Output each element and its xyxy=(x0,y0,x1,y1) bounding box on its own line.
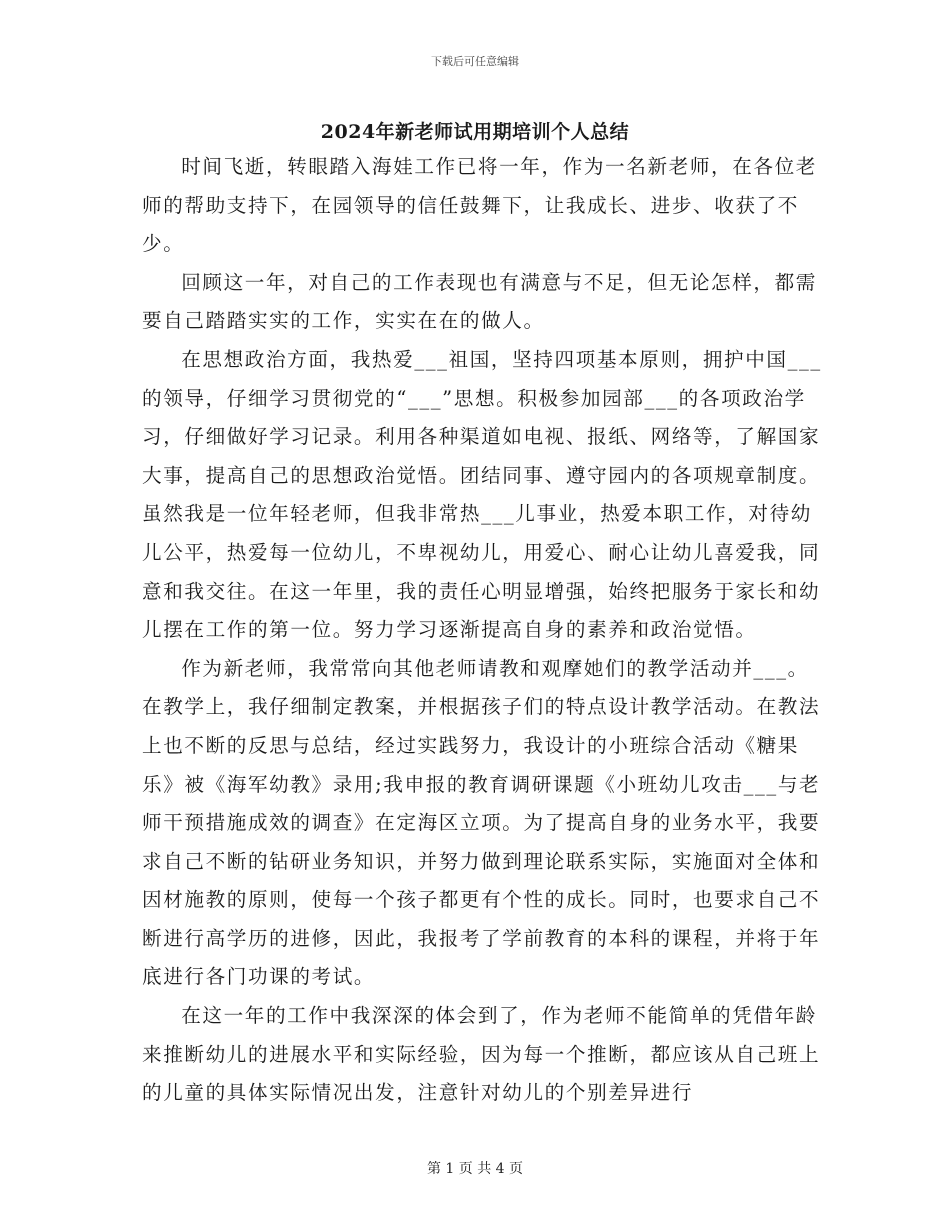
paragraph: 时间飞逝，转眼踏入海娃工作已将一年，作为一名新老师，在各位老师的帮助支持下，在园领导的信任鼓舞下，让我成长、进步、收获了不少。 xyxy=(142,155,817,256)
page-footer: 第 1 页 共 4 页 xyxy=(426,1161,524,1177)
paragraph: 回顾这一年，对自己的工作表现也有满意与不足，但无论怎样，都需要自己踏踏实实的工作，实实在在的做人。 xyxy=(142,270,817,333)
paragraph: 作为新老师，我常常向其他老师请教和观摩她们的教学活动并___。在教学上，我仔细制定教案，并根据孩子们的特点设计教学活动。在教法上也不断的反思与总结，经过实践努力，我设计的小班综合活动《糖果乐》被《海军幼教》录用;我申报的教育调研课题《小班幼儿攻击___与老师干预措施成效的调查》在定海区立项。为了提高自身的业务水平，我要求自己不断的钻研业务知识，并努力做到理论联系实际，实施面对全体和因材施教的原则，使每一个孩子都更有个性的成长。同时，也要求自己不断进行高学历的进修，因此，我报考了学前教育的本科的课程，并将于年底进行各门功课的考试。 xyxy=(142,656,821,989)
header-note: 下载后可任意编辑 xyxy=(431,55,519,68)
document-body xyxy=(142,148,822,1113)
paragraph: 在这一年的工作中我深深的体会到了，作为老师不能简单的凭借年龄来推断幼儿的进展水平和实际经验，因为每一个推断，都应该从自己班上的儿童的具体实际情况出发，注意针对幼儿的个别差异进行 xyxy=(142,1004,821,1105)
paragraph: 在思想政治方面，我热爱___祖国，坚持四项基本原则，拥护中国___的领导，仔细学习贯彻党的“___”思想。积极参加园部___的各项政治学习，仔细做好学习记录。利用各种渠道如电视、报纸、网络等，了解国家大事，提高自己的思想政治觉悟。团结同事、遵守园内的各项规章制度。虽然我是一位年轻老师，但我非常热___儿事业，热爱本职工作，对待幼儿公平，热爱每一位幼儿，不卑视幼儿，用爱心、耐心让幼儿喜爱我，同意和我交往。在这一年里，我的责任心明显增强，始终把服务于家长和幼儿摆在工作的第一位。努力学习逐渐提高自身的素养和政治觉悟。 xyxy=(142,347,822,642)
document-title: 2024年新老师试用期培训个人总结 xyxy=(320,121,630,143)
